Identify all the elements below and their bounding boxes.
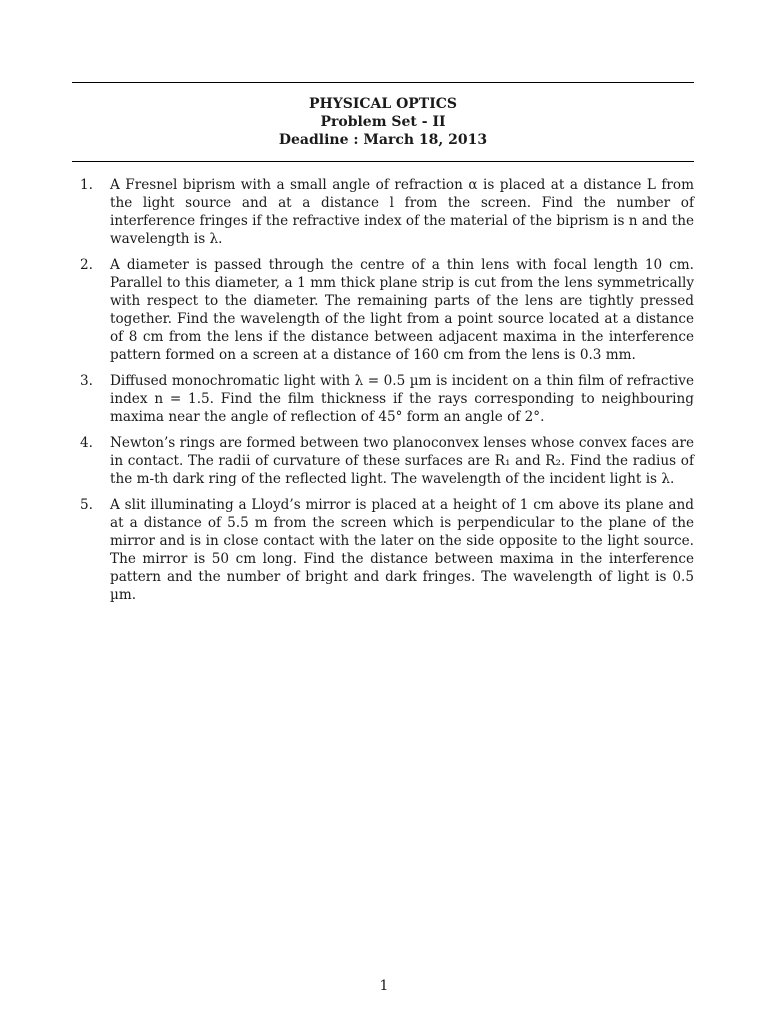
header-bottom-rule — [72, 161, 694, 162]
problem-text: A diameter is passed through the centre of a thin lens with focal length 10 cm. Parallel to this diameter, a 1 mm thick plane strip is cut from the lens symmetrically with respect to the diameter. The remaining parts of the lens are tightly pressed together. Find the wavelength of the light from a point source located at a distance of 8 cm from the lens if the distance between adjacent maxima in the interference pattern formed on a screen at a distance of 160 cm from the lens is 0.3 mm. — [110, 257, 694, 363]
problem-item — [80, 176, 694, 248]
page-number: 1 — [379, 978, 389, 994]
problem-number: 5. — [80, 497, 93, 513]
problem-set-title: Problem Set - II — [320, 114, 446, 130]
deadline: Deadline : March 18, 2013 — [278, 132, 488, 148]
problem-number: 4. — [80, 435, 93, 451]
problem-item — [80, 372, 694, 426]
document-header — [72, 95, 694, 149]
problem-text: A Fresnel biprism with a small angle of refraction α is placed at a distance L from the light source and at a distance l from the screen. Find the number of interference fringes if the refractive index of the material of the biprism is n and the wavelength is λ. — [110, 177, 694, 247]
problem-item — [80, 496, 694, 604]
problem-item — [80, 256, 694, 364]
problem-text: A slit illuminating a Lloyd’s mirror is placed at a height of 1 cm above its plane and at a distance of 5.5 m from the screen which is perpendicular to the plane of the mirror and is in close contact with the later on the side opposite to the light source. The mirror is 50 cm long. Find the distance between maxima in the interference pattern and the number of bright and dark fringes. The wavelength of light is 0.5 µm. — [110, 497, 694, 603]
problem-number: 3. — [80, 373, 93, 389]
top-rule — [72, 82, 694, 83]
course-title: PHYSICAL OPTICS — [308, 96, 458, 112]
problem-number: 1. — [80, 177, 93, 193]
problem-text: Diffused monochromatic light with λ = 0.5 µm is incident on a thin film of refractive index n = 1.5. Find the film thickness if the rays corresponding to neighbouring maxima near the angle of reflection of 45° form an angle of 2°. — [110, 373, 694, 425]
problem-text: Newton’s rings are formed between two planoconvex lenses whose convex faces are in contact. The radii of curvature of these surfaces are R₁ and R₂. Find the radius of the m-th dark ring of the reflected light. The wavelength of the incident light is λ. — [110, 435, 694, 487]
problem-item — [80, 434, 694, 488]
problem-number: 2. — [80, 257, 93, 273]
problem-list — [80, 176, 694, 612]
